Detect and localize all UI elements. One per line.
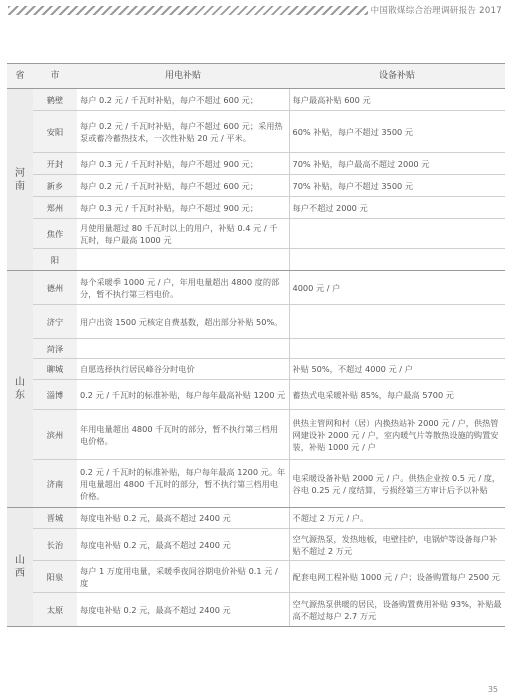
equipment-subsidy-cell: 不超过 2 万元 / 户。 <box>289 508 505 529</box>
column-header-province: 省 <box>7 64 33 89</box>
table-row <box>7 508 505 529</box>
city-cell: 太原 <box>33 593 77 627</box>
electricity-subsidy-cell: 年用电量超出 4800 千瓦时的部分，暂不执行第三档用电价格。 <box>77 410 289 460</box>
electricity-subsidy-cell: 每户 0.3 元 / 千瓦时补贴，每户不超过 900 元； <box>77 153 289 175</box>
report-title: 中国散煤综合治理调研报告 2017 <box>370 6 502 16</box>
city-cell: 滨州 <box>33 410 77 460</box>
table-row <box>7 153 505 175</box>
table-header-row <box>7 64 505 89</box>
table-row <box>7 175 505 197</box>
city-cell: 淄博 <box>33 380 77 410</box>
table-row <box>7 89 505 111</box>
equipment-subsidy-cell <box>289 249 505 271</box>
city-cell: 新乡 <box>33 175 77 197</box>
table-row <box>7 460 505 508</box>
electricity-subsidy-cell: 0.2 元 / 千瓦时的标准补贴，每户每年最高 1200 元。年用电量超出 4800 千瓦时的部分，暂不执行第三档用电价格。 <box>77 460 289 508</box>
table-row <box>7 561 505 593</box>
province-cell-shandong <box>7 271 33 508</box>
equipment-subsidy-cell: 电采暖设备补贴 2000 元 / 户。供热企业按 0.5 元 / 度，谷电 0.25 元 / 度结算，亏损经第三方审计后予以补贴 <box>289 460 505 508</box>
table-row <box>7 339 505 359</box>
page-number: 35 <box>487 685 498 694</box>
city-cell: 长治 <box>33 529 77 561</box>
column-header-equipment-subsidy: 设备补贴 <box>289 64 505 89</box>
city-cell: 鹤壁 <box>33 89 77 111</box>
electricity-subsidy-cell: 每户 0.2 元 / 千瓦时补贴，每户不超过 600 元； <box>77 89 289 111</box>
table-row <box>7 305 505 339</box>
electricity-subsidy-cell: 每度电补贴 0.2 元，最高不超过 2400 元 <box>77 508 289 529</box>
electricity-subsidy-cell <box>77 249 289 271</box>
table-row <box>7 410 505 460</box>
city-cell: 济南 <box>33 460 77 508</box>
equipment-subsidy-cell: 配套电网工程补贴 1000 元 / 户；设备购置每户 2500 元 <box>289 561 505 593</box>
equipment-subsidy-cell: 补贴 50%，不超过 4000 元 / 户 <box>289 359 505 380</box>
city-cell: 郑州 <box>33 197 77 219</box>
table-row <box>7 219 505 249</box>
equipment-subsidy-cell <box>289 339 505 359</box>
equipment-subsidy-cell: 蓄热式电采暖补贴 85%，每户最高 5700 元 <box>289 380 505 410</box>
subsidy-table <box>7 63 505 627</box>
electricity-subsidy-cell: 每度电补贴 0.2 元，最高不超过 2400 元 <box>77 529 289 561</box>
city-cell: 晋城 <box>33 508 77 529</box>
electricity-subsidy-cell: 0.2 元 / 千瓦时的标准补贴，每户每年最高补贴 1200 元 <box>77 380 289 410</box>
province-name-char: 南 <box>15 180 25 192</box>
province-name-char: 山 <box>15 377 25 388</box>
city-cell: 焦作 <box>33 219 77 249</box>
equipment-subsidy-cell: 每户不超过 2000 元 <box>289 197 505 219</box>
table-row <box>7 111 505 153</box>
equipment-subsidy-cell: 空气源热泵，发热地板，电壁挂炉，电锅炉等设备每户补贴不超过 2 万元 <box>289 529 505 561</box>
equipment-subsidy-cell <box>289 219 505 249</box>
equipment-subsidy-cell: 60% 补贴，每户不超过 3500 元 <box>289 111 505 153</box>
table-row <box>7 249 505 271</box>
city-cell: 开封 <box>33 153 77 175</box>
equipment-subsidy-cell: 每户最高补贴 600 元 <box>289 89 505 111</box>
electricity-subsidy-cell: 每户 0.2 元 / 千瓦时补贴，每户不超过 600 元； <box>77 175 289 197</box>
city-cell: 阳 <box>33 249 77 271</box>
table-row <box>7 271 505 305</box>
city-cell: 菏泽 <box>33 339 77 359</box>
electricity-subsidy-cell: 每户 0.2 元 / 千瓦时补贴，每户不超过 600 元；采用热泵或蓄冷蓄热技术，一次性补贴 20 元 / 平米。 <box>77 111 289 153</box>
province-cell-shanxi <box>7 508 33 627</box>
city-cell: 德州 <box>33 271 77 305</box>
equipment-subsidy-cell: 供热主管网和村（居）内换热站补 2000 元 / 户，供热管网建设补 2000 元 / 户，室内暖气片等散热设施的购置安装，补贴 1000 元 / 户 <box>289 410 505 460</box>
table-row <box>7 359 505 380</box>
table-row <box>7 380 505 410</box>
table-row <box>7 593 505 627</box>
electricity-subsidy-cell: 每度电补贴 0.2 元，最高不超过 2400 元 <box>77 593 289 627</box>
equipment-subsidy-cell: 70% 补贴，每户最高不超过 2000 元 <box>289 153 505 175</box>
electricity-subsidy-cell <box>77 339 289 359</box>
equipment-subsidy-cell: 4000 元 / 户 <box>289 271 505 305</box>
column-header-electricity-subsidy: 用电补贴 <box>77 64 289 89</box>
city-cell: 阳泉 <box>33 561 77 593</box>
header-hatch-decoration <box>8 6 368 15</box>
province-name-char: 山 <box>15 555 25 566</box>
column-header-city: 市 <box>33 64 77 89</box>
table-row <box>7 529 505 561</box>
province-name-char: 西 <box>15 568 25 579</box>
province-name-char: 河 <box>15 167 25 179</box>
electricity-subsidy-cell: 每户 1 万度用电量，采暖季夜间谷期电价补贴 0.1 元 / 度 <box>77 561 289 593</box>
electricity-subsidy-cell: 每户 0.3 元 / 千瓦时补贴，每户不超过 900 元； <box>77 197 289 219</box>
equipment-subsidy-cell: 空气源热泵供暖的居民，设备购置费用补贴 93%，补贴最高不超过每户 2.7 万元 <box>289 593 505 627</box>
equipment-subsidy-cell: 70% 补贴，每户不超过 3500 元 <box>289 175 505 197</box>
electricity-subsidy-cell: 用户出资 1500 元核定自费基数，超出部分补贴 50%。 <box>77 305 289 339</box>
province-name-char: 东 <box>15 390 25 401</box>
electricity-subsidy-cell: 自愿选择执行居民峰谷分时电价 <box>77 359 289 380</box>
table-row <box>7 197 505 219</box>
city-cell: 济宁 <box>33 305 77 339</box>
electricity-subsidy-cell: 每个采暖季 1000 元 / 户，年用电量超出 4800 度的部分，暂不执行第三档电价。 <box>77 271 289 305</box>
province-cell-henan <box>7 89 33 271</box>
city-cell: 安阳 <box>33 111 77 153</box>
city-cell: 聊城 <box>33 359 77 380</box>
electricity-subsidy-cell: 月使用量超过 80 千瓦时以上的用户，补贴 0.4 元 / 千瓦时，每户最高 1000 元 <box>77 219 289 249</box>
equipment-subsidy-cell <box>289 305 505 339</box>
